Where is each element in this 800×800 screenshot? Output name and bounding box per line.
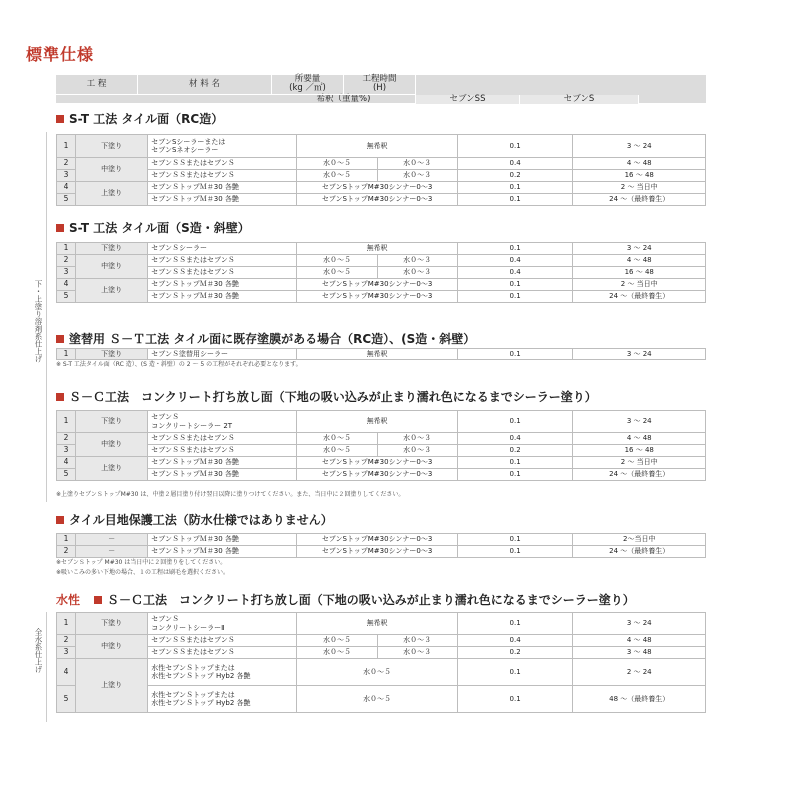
section-title-joint [56, 511, 333, 528]
row-s: 水０～３ [377, 267, 457, 279]
material-line: 水性セブンＳトップ Hyb2 各艶 [151, 699, 251, 707]
row-step: 中塗り [75, 255, 147, 279]
col-ss: セブンSS [416, 95, 520, 105]
row-material: セブンＳトップＭ＃30 各艶 [148, 279, 297, 291]
row-time: 3 ～ 48 [573, 647, 706, 659]
row-time: 4 ～ 48 [573, 433, 706, 445]
table-row [57, 534, 706, 546]
row-s: 水０～３ [377, 170, 457, 182]
row-s: 水０～３ [377, 647, 457, 659]
row-number: 4 [57, 457, 76, 469]
row-material: セブンＳＳまたはセブンＳ [148, 267, 297, 279]
row-material: セブンＳＳまたはセブンＳ [148, 433, 297, 445]
row-material [148, 411, 297, 433]
row-number: 2 [57, 546, 76, 558]
row-dilution: セブンSトップM#30シンナー0～3 [297, 279, 457, 291]
row-material [148, 659, 297, 686]
row-dilution: 水０～５ [297, 659, 457, 686]
col-amount-label: 所要量 [294, 74, 321, 84]
row-material: セブンＳ塗替用シーラー [148, 349, 297, 360]
row-dilution: セブンSトップM#30シンナー0～3 [297, 291, 457, 303]
row-material: セブンＳＳまたはセブンＳ [148, 635, 297, 647]
row-dilution: 無希釈 [297, 349, 457, 360]
row-number: 1 [57, 243, 76, 255]
row-time: 4 ～ 48 [573, 255, 706, 267]
row-ss: 水０～５ [297, 170, 377, 182]
col-s: セブンS [520, 95, 639, 105]
row-amount: 0.1 [457, 469, 573, 481]
row-time: 48 ～（最終養生） [573, 686, 706, 713]
section-title-sc-water [56, 591, 635, 608]
table-row [57, 686, 706, 713]
row-amount: 0.1 [457, 182, 573, 194]
material-line: 水性セブンＳトップ Hyb2 各艶 [151, 672, 251, 680]
water-based-tag: 水性 [56, 593, 81, 607]
row-ss: 水０～５ [297, 445, 377, 457]
table-row [57, 194, 706, 206]
row-number: 4 [57, 659, 76, 686]
table-row [57, 433, 706, 445]
material-line: セブンＳ [151, 615, 179, 624]
section-title-sc [56, 388, 597, 405]
square-bullet-icon [56, 335, 64, 343]
col-dilution: 希釈（重量%) [272, 95, 416, 105]
section-title-text: タイル目地保護工法（防水仕様ではありません） [69, 513, 333, 527]
note-joint-1: ※セブンＳトップ M#30 は当日中に２回塗りをしてください。 [56, 559, 227, 566]
section-title-text: Ｓ－Ｃ工法 コンクリート打ち放し面（下地の吸い込みが止まり濡れ色になるまでシーラー塗り） [107, 593, 635, 607]
row-material [148, 135, 297, 158]
row-step: 下塗り [75, 243, 147, 255]
table-row [57, 647, 706, 659]
table-st-rc [56, 134, 706, 206]
row-time: 2 ～ 当日中 [573, 279, 706, 291]
left-divider-upper [46, 132, 47, 502]
row-time: 3 ～ 24 [573, 349, 706, 360]
row-amount: 0.1 [457, 135, 573, 158]
row-step: 中塗り [75, 433, 147, 457]
row-time: 16 ～ 48 [573, 267, 706, 279]
section-title-st-repaint [56, 330, 475, 347]
row-number: 5 [57, 686, 76, 713]
square-bullet-icon [56, 393, 64, 401]
table-row [57, 546, 706, 558]
row-dilution: セブンSトップM#30シンナー0～3 [297, 469, 457, 481]
row-number: 3 [57, 445, 76, 457]
col-process: 工 程 [56, 75, 138, 95]
col-amount-unit: (kg ／㎡) [289, 83, 326, 94]
table-st-repaint [56, 348, 706, 360]
table-row [57, 613, 706, 635]
row-step: － [75, 534, 147, 546]
row-step: 上塗り [75, 182, 147, 206]
row-material: セブンＳＳまたはセブンＳ [148, 170, 297, 182]
row-material: セブンＳＳまたはセブンＳ [148, 445, 297, 457]
row-dilution: セブンSトップM#30シンナー0～3 [297, 534, 457, 546]
table-row [57, 279, 706, 291]
row-material: セブンＳトップＭ＃30 各艶 [148, 457, 297, 469]
row-time: 16 ～ 48 [573, 445, 706, 457]
row-s: 水０～３ [377, 635, 457, 647]
row-number: 3 [57, 647, 76, 659]
table-row [57, 243, 706, 255]
table-row [57, 445, 706, 457]
row-amount: 0.2 [457, 647, 573, 659]
row-material: セブンＳトップＭ＃30 各艶 [148, 182, 297, 194]
table-row [57, 267, 706, 279]
row-step: 中塗り [75, 158, 147, 182]
square-bullet-icon [56, 516, 64, 524]
row-amount: 0.1 [457, 243, 573, 255]
table-row [57, 469, 706, 481]
table-row [57, 635, 706, 647]
row-amount: 0.1 [457, 279, 573, 291]
table-row [57, 659, 706, 686]
left-label-upper: 下・上塗り溶剤系仕上げ [34, 280, 43, 363]
row-number: 4 [57, 182, 76, 194]
left-divider-lower [46, 612, 47, 722]
row-ss: 水０～５ [297, 647, 377, 659]
col-amount [272, 75, 344, 95]
row-amount: 0.4 [457, 433, 573, 445]
material-line: 水性セブンＳトップまたは [151, 663, 235, 672]
row-material: セブンＳトップＭ＃30 各艶 [148, 469, 297, 481]
material-line: コンクリートシーラーⅡ [151, 623, 225, 632]
row-number: 2 [57, 158, 76, 170]
table-row [57, 349, 706, 360]
row-number: 2 [57, 255, 76, 267]
material-line: セブンSネオシーラー [151, 146, 219, 154]
row-ss: 水０～５ [297, 635, 377, 647]
row-time: 16 ～ 48 [573, 170, 706, 182]
row-dilution: セブンSトップM#30シンナー0～3 [297, 546, 457, 558]
row-ss: 水０～５ [297, 255, 377, 267]
table-row [57, 411, 706, 433]
col-time-unit: (H) [372, 83, 387, 94]
row-time: 24 ～（最終養生） [573, 469, 706, 481]
row-material: セブンＳトップＭ＃30 各艶 [148, 534, 297, 546]
col-material: 材 料 名 [138, 75, 272, 95]
row-s: 水０～３ [377, 158, 457, 170]
row-number: 5 [57, 469, 76, 481]
row-step: 下塗り [75, 411, 147, 433]
section-title-st-rc [56, 110, 223, 127]
row-time: 3 ～ 24 [573, 243, 706, 255]
row-step: 下塗り [75, 349, 147, 360]
row-time: 3 ～ 24 [573, 411, 706, 433]
row-material: セブンＳトップＭ＃30 各艶 [148, 291, 297, 303]
row-amount: 0.4 [457, 158, 573, 170]
row-number: 1 [57, 534, 76, 546]
row-dilution: 無希釈 [297, 135, 457, 158]
table-sc-water [56, 612, 706, 713]
row-material [148, 613, 297, 635]
section-title-text: 塗替用 Ｓ－Ｔ工法 タイル面に既存塗膜がある場合（RC造）、(S造・斜壁） [69, 332, 476, 346]
row-step: 中塗り [75, 635, 147, 659]
row-number: 3 [57, 170, 76, 182]
row-time: 4 ～ 48 [573, 635, 706, 647]
table-row [57, 182, 706, 194]
row-time: 4 ～ 48 [573, 158, 706, 170]
col-time [344, 75, 416, 95]
row-dilution: セブンSトップM#30シンナー0～3 [297, 182, 457, 194]
section-title-text: S-T 工法 タイル面（S造・斜壁） [69, 221, 250, 235]
row-step: 上塗り [75, 659, 147, 713]
row-amount: 0.1 [457, 546, 573, 558]
row-s: 水０～３ [377, 433, 457, 445]
row-amount: 0.1 [457, 349, 573, 360]
row-number: 2 [57, 635, 76, 647]
row-number: 1 [57, 411, 76, 433]
row-time: 2 ～ 当日中 [573, 457, 706, 469]
row-ss: 水０～５ [297, 433, 377, 445]
square-bullet-icon [94, 596, 102, 604]
row-material: セブンＳシーラー [148, 243, 297, 255]
table-row [57, 170, 706, 182]
row-material: セブンＳトップＭ＃30 各艶 [148, 194, 297, 206]
row-time: 3 ～ 24 [573, 613, 706, 635]
row-time: 2～当日中 [573, 534, 706, 546]
row-time: 2 ～ 当日中 [573, 182, 706, 194]
row-amount: 0.1 [457, 457, 573, 469]
page-title: 標準仕様 [26, 45, 95, 64]
row-number: 1 [57, 135, 76, 158]
row-s: 水０～３ [377, 255, 457, 267]
square-bullet-icon [56, 115, 64, 123]
row-step: － [75, 546, 147, 558]
col-time-label: 工程時間 [362, 74, 397, 84]
row-dilution: 水０～５ [297, 686, 457, 713]
row-step: 上塗り [75, 457, 147, 481]
row-dilution: 無希釈 [297, 411, 457, 433]
square-bullet-icon [56, 224, 64, 232]
table-row [57, 291, 706, 303]
row-material: セブンＳＳまたはセブンＳ [148, 255, 297, 267]
table-row [57, 255, 706, 267]
row-material [148, 686, 297, 713]
row-amount: 0.4 [457, 635, 573, 647]
row-amount: 0.1 [457, 613, 573, 635]
row-time: 24 ～（最終養生） [573, 194, 706, 206]
table-row [57, 457, 706, 469]
column-header [56, 75, 706, 103]
left-label-lower: 全水系仕上げ [34, 628, 43, 673]
row-amount: 0.1 [457, 686, 573, 713]
row-dilution: 無希釈 [297, 243, 457, 255]
row-ss: 水０～５ [297, 158, 377, 170]
row-number: 5 [57, 291, 76, 303]
row-number: 2 [57, 433, 76, 445]
material-line: コンクリートシーラー 2T [151, 421, 233, 430]
row-amount: 0.1 [457, 411, 573, 433]
row-amount: 0.1 [457, 534, 573, 546]
row-time: 24 ～（最終養生） [573, 546, 706, 558]
row-material: セブンＳトップＭ＃30 各艶 [148, 546, 297, 558]
row-number: 1 [57, 613, 76, 635]
row-number: 1 [57, 349, 76, 360]
row-amount: 0.2 [457, 445, 573, 457]
row-time: 24 ～（最終養生） [573, 291, 706, 303]
row-number: 4 [57, 279, 76, 291]
row-dilution: セブンSトップM#30シンナー0～3 [297, 457, 457, 469]
note-sc: ※上塗りセブンＳトップM#30 は、中塗２層目塗り付け翌日以降に塗りつけてください。また、当日中に２回塗りしてください。 [56, 491, 405, 498]
row-material: セブンＳＳまたはセブンＳ [148, 158, 297, 170]
row-amount: 0.1 [457, 194, 573, 206]
section-title-text: S-T 工法 タイル面（RC造） [69, 112, 224, 126]
table-joint [56, 533, 706, 558]
row-amount: 0.4 [457, 267, 573, 279]
row-number: 3 [57, 267, 76, 279]
table-row [57, 135, 706, 158]
row-time: 2 ～ 24 [573, 659, 706, 686]
material-line: 水性セブンＳトップまたは [151, 690, 235, 699]
row-dilution: セブンSトップM#30シンナー0～3 [297, 194, 457, 206]
row-time: 3 ～ 24 [573, 135, 706, 158]
row-step: 下塗り [75, 613, 147, 635]
row-dilution: 無希釈 [297, 613, 457, 635]
row-step: 下塗り [75, 135, 147, 158]
material-line: セブンSシーラーまたは [151, 137, 226, 146]
section-title-st-s [56, 219, 250, 236]
section-title-text: Ｓ－Ｃ工法 コンクリート打ち放し面（下地の吸い込みが止まり濡れ色になるまでシーラー塗り） [69, 390, 597, 404]
row-amount: 0.1 [457, 291, 573, 303]
row-material: セブンＳＳまたはセブンＳ [148, 647, 297, 659]
note-joint-2: ※吸いこみの多い下地の場合、１の工程は刷毛を選択ください。 [56, 569, 230, 576]
row-amount: 0.4 [457, 255, 573, 267]
note-repaint: ※ S-T 工法タイル面（RC 造）、(S 造・斜壁）の 2 ～ 5 の工程がそれぞれ必要となります。 [56, 361, 302, 368]
material-line: セブンＳ [151, 413, 179, 422]
table-sc [56, 410, 706, 481]
table-st-s [56, 242, 706, 303]
table-row [57, 158, 706, 170]
row-amount: 0.1 [457, 659, 573, 686]
row-step: 上塗り [75, 279, 147, 303]
row-ss: 水０～５ [297, 267, 377, 279]
row-amount: 0.2 [457, 170, 573, 182]
row-s: 水０～３ [377, 445, 457, 457]
row-number: 5 [57, 194, 76, 206]
